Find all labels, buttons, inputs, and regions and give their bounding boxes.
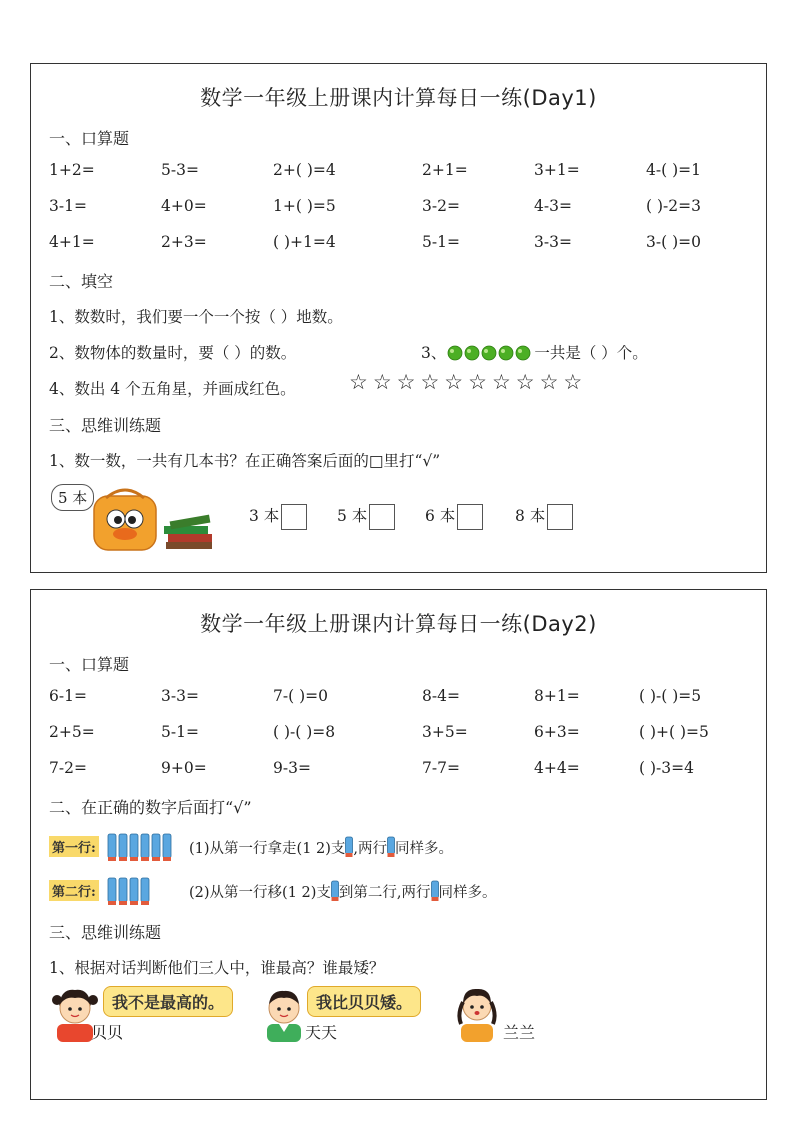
problem: 6+3= xyxy=(534,723,580,741)
child-name: 贝贝 xyxy=(91,1023,124,1042)
problem: 8-4= xyxy=(422,687,460,705)
choice-label: 5 本 xyxy=(337,507,368,525)
answer-checkbox[interactable] xyxy=(281,504,307,530)
answer-choice xyxy=(425,504,483,530)
problem-row xyxy=(49,687,759,711)
problem: 7-7= xyxy=(422,759,460,777)
problem: ( )+1=4 xyxy=(273,233,336,251)
pencil-icon xyxy=(431,885,439,901)
problem: 2+5= xyxy=(49,723,95,741)
boy-tiantian-avatar xyxy=(259,984,309,1046)
fill-question-3-suffix: 一共是（ ）个。 xyxy=(534,344,648,362)
answer-choice xyxy=(249,504,307,530)
speech-bubble: 5 本 xyxy=(51,484,94,511)
worksheet-day1 xyxy=(30,63,767,573)
choice-label: 6 本 xyxy=(425,507,456,525)
problem: 2+1= xyxy=(422,161,468,179)
child-name: 兰兰 xyxy=(503,1023,536,1042)
answer-choice xyxy=(515,504,573,530)
section-heading: 三、思维训练题 xyxy=(49,923,162,942)
choice-label: 3 本 xyxy=(249,507,280,525)
answer-checkbox[interactable] xyxy=(369,504,395,530)
stars-row: ☆☆☆☆☆☆☆☆☆☆ xyxy=(349,370,588,394)
question-text: 同样多。 xyxy=(438,885,497,901)
row-label-1: 第一行: xyxy=(49,836,99,857)
apples-icon xyxy=(446,344,534,362)
problem: 4+1= xyxy=(49,233,95,251)
answer-choice xyxy=(337,504,395,530)
speech-bubble-tiantian: 我比贝贝矮。 xyxy=(307,986,421,1017)
problem: 4+4= xyxy=(534,759,580,777)
problem: 1+( )=5 xyxy=(273,197,336,215)
problem: 5-3= xyxy=(161,161,199,179)
problem: 6-1= xyxy=(49,687,87,705)
problem: 9+0= xyxy=(161,759,207,777)
pencils-row-1 xyxy=(107,831,173,867)
section-heading: 一、口算题 xyxy=(49,655,130,674)
girl-lanlan-avatar xyxy=(453,980,501,1046)
question-move-1 xyxy=(189,836,453,858)
problem: ( )-3=4 xyxy=(639,759,694,777)
question-text: (1)从第一行拿走(1 2)支 xyxy=(189,841,346,857)
fill-question-3 xyxy=(421,341,648,363)
problem: 5-1= xyxy=(161,723,199,741)
worksheet-title: 数学一年级上册课内计算每日一练(Day2) xyxy=(200,612,597,636)
problem: 3-2= xyxy=(422,197,460,215)
problem: 5-1= xyxy=(422,233,460,251)
problem: 7-2= xyxy=(49,759,87,777)
fill-question-3-prefix: 3、 xyxy=(421,344,447,362)
problem: ( )+( )=5 xyxy=(639,723,709,741)
worksheet-day2 xyxy=(30,589,767,1100)
worksheet-title: 数学一年级上册课内计算每日一练(Day1) xyxy=(200,86,597,110)
section-heading: 一、口算题 xyxy=(49,129,130,148)
problem: 7-( )=0 xyxy=(273,687,328,705)
thinking-question: 1、根据对话判断他们三人中，谁最高？谁最矮？ xyxy=(49,959,385,977)
problem-row xyxy=(49,161,759,185)
problem: 4-( )=1 xyxy=(646,161,701,179)
pencils-row-2 xyxy=(107,875,151,911)
problem: 9-3= xyxy=(273,759,311,777)
choice-label: 8 本 xyxy=(515,507,546,525)
question-text: 同样多。 xyxy=(395,841,454,857)
problem: 4+0= xyxy=(161,197,207,215)
pencil-icon xyxy=(331,885,339,901)
fill-question-4: 4、数出 4 个五角星，并画成红色。 xyxy=(49,380,296,398)
section-heading: 三、思维训练题 xyxy=(49,416,162,435)
question-text: 到第二行,两行 xyxy=(338,885,431,901)
problem: 3-3= xyxy=(534,233,572,251)
problem-row xyxy=(49,197,759,221)
question-text: ,两行 xyxy=(353,841,388,857)
problem: ( )-2=3 xyxy=(646,197,701,215)
section-heading: 二、填空 xyxy=(49,272,114,291)
answer-checkbox[interactable] xyxy=(457,504,483,530)
problem: 2+( )=4 xyxy=(273,161,336,179)
section-heading: 二、在正确的数字后面打“√” xyxy=(49,798,252,817)
problem: 3+5= xyxy=(422,723,468,741)
problem: 3-1= xyxy=(49,197,87,215)
problem-row xyxy=(49,759,759,783)
row-label-2: 第二行: xyxy=(49,880,99,901)
problem: 3-( )=0 xyxy=(646,233,701,251)
child-name: 天天 xyxy=(305,1023,338,1042)
pencil-icon xyxy=(387,841,395,857)
problem-row xyxy=(49,233,759,257)
problem: 2+3= xyxy=(161,233,207,251)
problem: 3-3= xyxy=(161,687,199,705)
fill-question-2: 2、数物体的数量时，要（ ）的数。 xyxy=(49,344,297,362)
problem: 8+1= xyxy=(534,687,580,705)
problem: ( )-( )=8 xyxy=(273,723,336,741)
problem: 4-3= xyxy=(534,197,572,215)
problem: 1+2= xyxy=(49,161,95,179)
problem: 3+1= xyxy=(534,161,580,179)
problem: ( )-( )=5 xyxy=(639,687,702,705)
fill-question-1: 1、数数时，我们要一个一个按（ ）地数。 xyxy=(49,308,343,326)
speech-bubble-beibei: 我不是最高的。 xyxy=(103,986,233,1017)
question-move-2 xyxy=(189,880,497,902)
thinking-question: 1、数一数，一共有几本书？在正确答案后面的□里打“√” xyxy=(49,452,441,470)
question-text: (2)从第一行移(1 2)支 xyxy=(189,885,331,901)
answer-checkbox[interactable] xyxy=(547,504,573,530)
problem-row xyxy=(49,723,759,747)
backpack-illustration xyxy=(86,484,216,558)
